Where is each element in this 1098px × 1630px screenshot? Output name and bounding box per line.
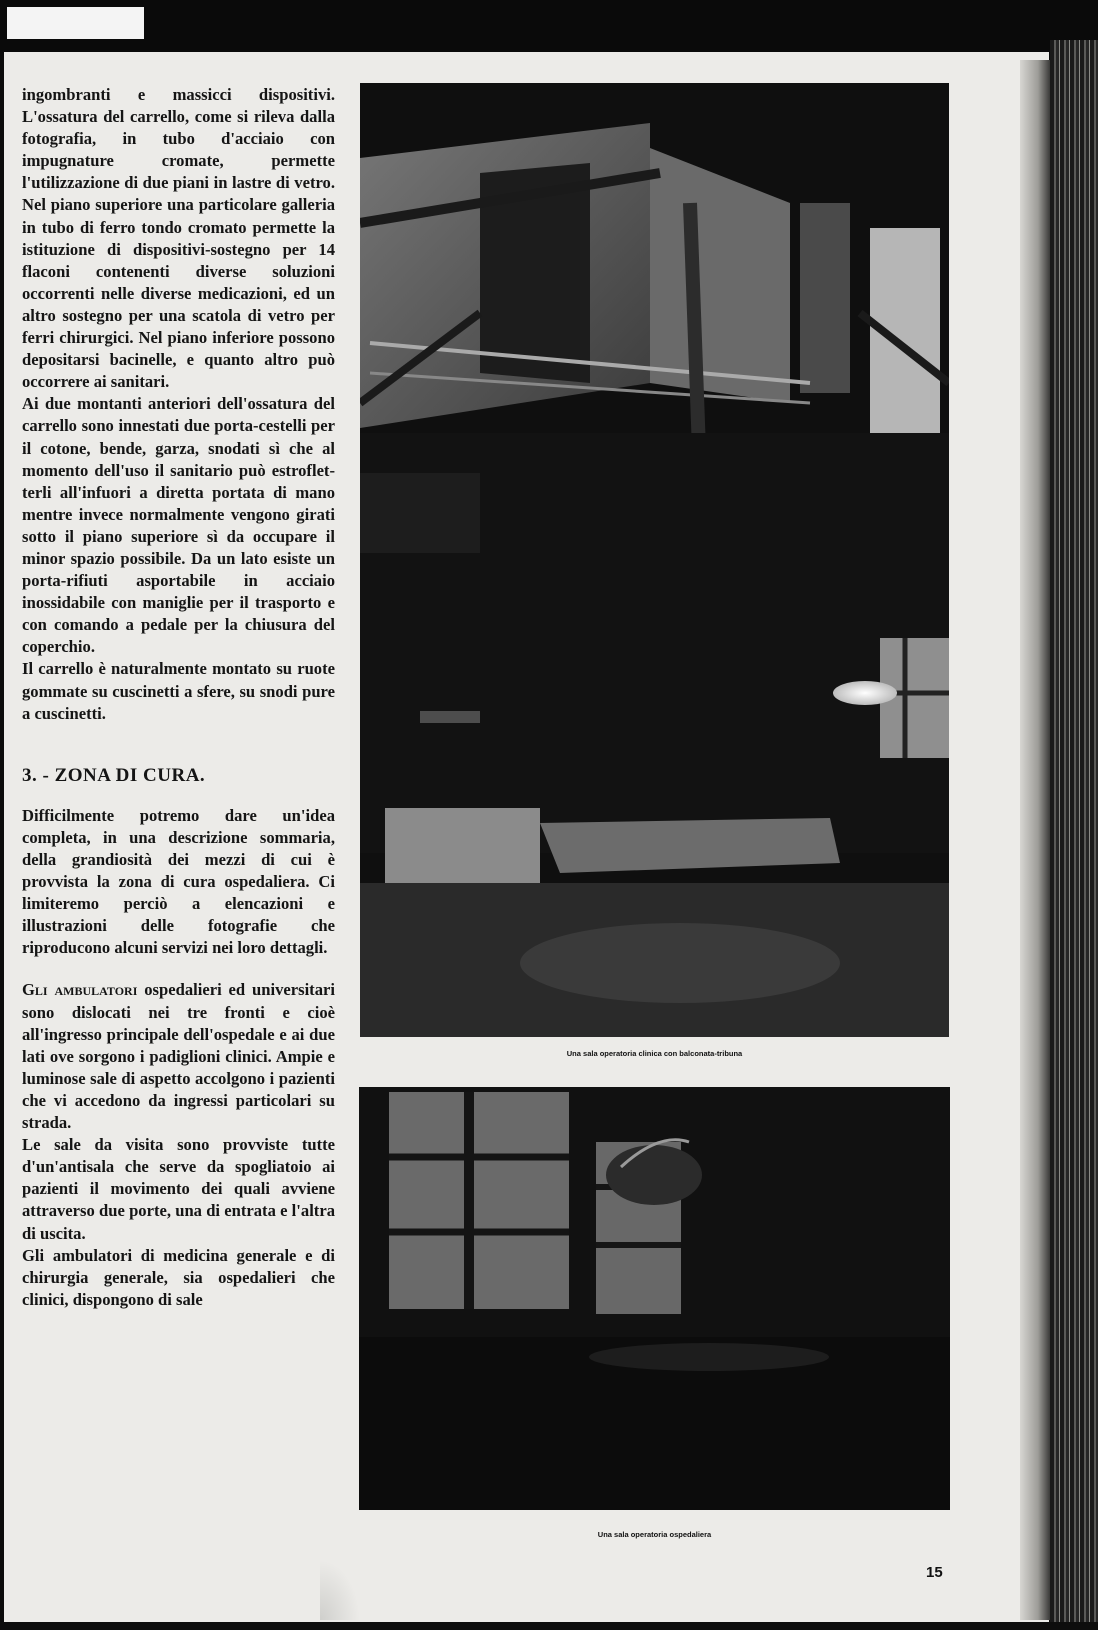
text-column <box>22 84 335 1311</box>
photo-operating-room-hospital-image <box>359 1087 950 1510</box>
bottom-dark-border <box>0 1622 1098 1630</box>
page-number: 15 <box>926 1564 943 1581</box>
paragraph-sale-da-visita: Le sale da visita sono provviste tutte d'un'antisala che serve da spogliatoio ai pazienti il movimento dei quali avviene attraverso due porte, una di entrata e l'altra di uscita. <box>22 1135 335 1243</box>
top-dark-border <box>0 0 1098 54</box>
paragraph-ambulatori <box>22 979 335 1134</box>
page-corner-fold <box>320 1560 360 1620</box>
photo-operating-room-balcony <box>360 83 949 1037</box>
paragraph-zona-di-cura: Difficilmente potremo dare un'idea completa, in una descrizione sommaria, della grandiosità dei mezzi di cui è provvista la zona di cura ospedaliera. Ci limiteremo perciò a elencazioni e illustrazioni delle fotografie che riproducono alcuni servizi nei loro dettagli. <box>22 805 335 958</box>
section-heading: 3. - ZONA DI CURA. <box>22 764 206 786</box>
paragraph-porta-cestelli: Ai due montanti anteriori dell'ossatura del carrello sono innestati due porta-cestelli per il cotone, bende, garza, snodati sì che al momento dell'uso il sanitario può estrofletterli all'infuori a diretta portata di mano mentre invece normalmente vengono girati sotto il piano superiore sì da occupare il minor spazio possibile. Da un lato esiste un porta-rifiuti asportabile in acciaio inossidabile con maniglie per il trasporto e con comando a pedale per la chiusura del coperchio. <box>22 394 335 657</box>
ambulatori-body: ospedalieri ed universitari sono dislocati nei tre fronti e cioè all'ingresso principale dell'ospedale e ai due lati ove sorgono i padiglioni clinici. Ampie e luminose sale di aspetto accolgono i pazienti che vi accedono da ingressi particolari su strada. <box>22 980 335 1133</box>
book-binding <box>1050 40 1098 1630</box>
page-edge-shadow <box>1020 60 1050 1620</box>
photo2-caption: Una sala operatoria ospedaliera <box>597 1530 712 1539</box>
photo1-caption: Una sala operatoria clinica con balconata-tribuna <box>566 1049 743 1058</box>
paragraph-ambulatori-medicina: Gli ambulatori di medicina generale e di chirurgia generale, sia ospedalieri che clinici, dispongono di sale <box>22 1245 335 1309</box>
scan-label-patch <box>7 7 144 39</box>
photo-operating-room-hospital <box>359 1087 950 1510</box>
photo-operating-room-balcony-image <box>360 83 949 1037</box>
ambulatori-lead: Gli ambulatori <box>22 980 138 1000</box>
paragraph-ruote: Il carrello è naturalmente montato su ruote gommate su cuscinetti a sfere, su snodi pure a cuscinetti. <box>22 659 335 723</box>
paragraph-carrello-ossatura: ingombranti e massicci dispositivi. L'ossatura del carrello, come si rileva dalla fotografia, in tubo d'acciaio con impugnature cromate, permette l'utilizzazione di due piani in lastre di vetro. Nel piano superiore una particolare galleria in tubo di ferro tondo cromato permette la istituzione di dispositivi-sostegno per 14 flaconi contenenti diverse soluzioni occorrenti nelle diverse medicazioni, ed un altro sostegno per una scatola di vetro per ferri chirurgici. Nel piano inferiore possono depositarsi bacinelle, e quanto altro può occorrere ai sanitari. <box>22 85 335 392</box>
